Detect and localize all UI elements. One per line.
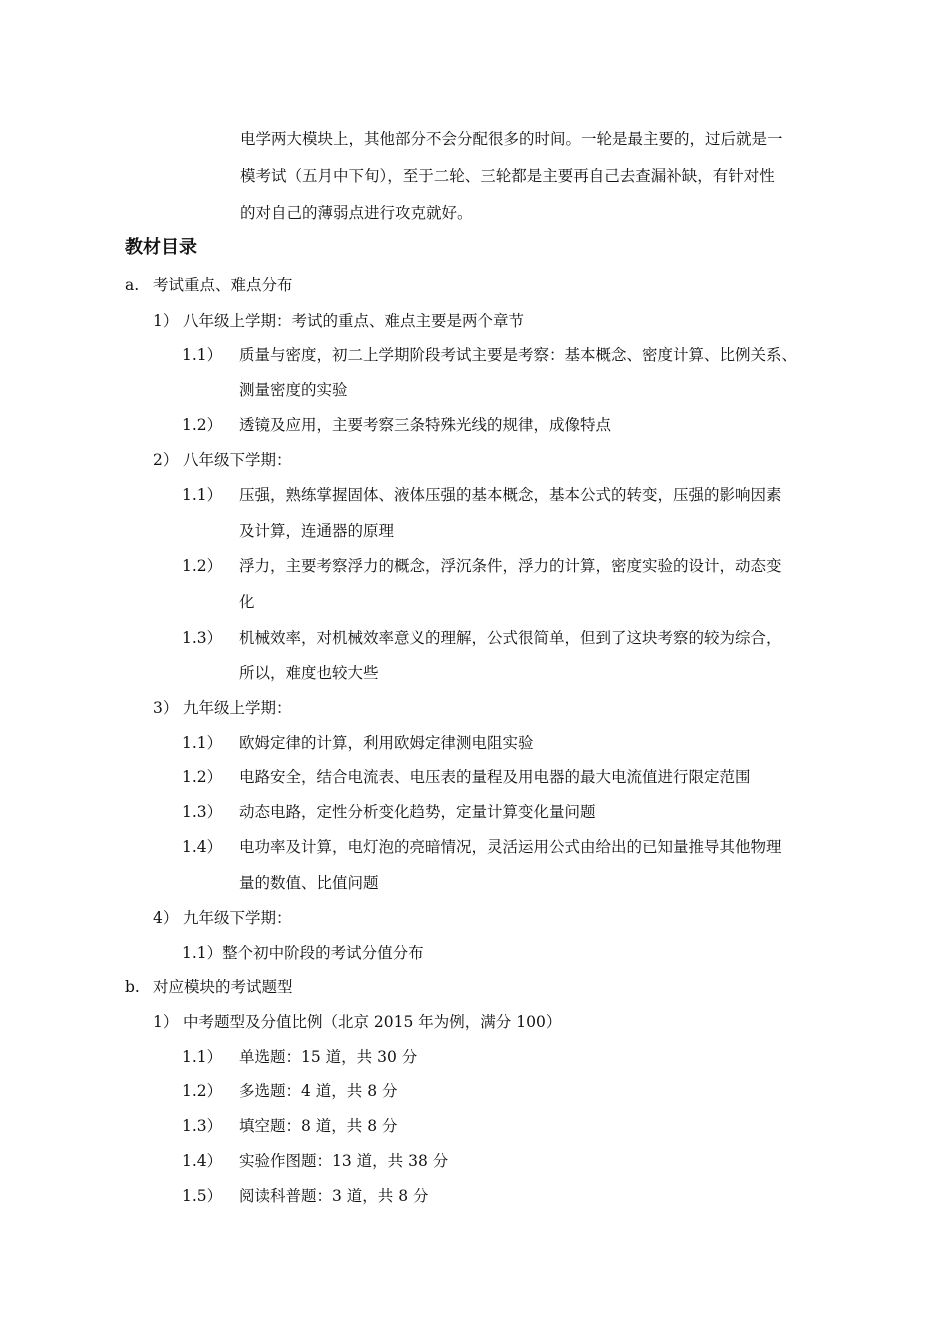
item-3-2 <box>182 767 751 787</box>
item-num: 1.4） <box>182 1152 223 1170</box>
item-2-2 <box>182 556 782 576</box>
group-1-heading <box>153 311 524 331</box>
item-text: 实验作图题：13 道，共 38 分 <box>239 1152 449 1170</box>
intro-line-2: 模考试（五月中下旬），至于二轮、三轮都是主要再自己去查漏补缺，有针对性 <box>240 167 775 185</box>
item-text: 电路安全，结合电流表、电压表的量程及用电器的最大电流值进行限定范围 <box>239 768 751 786</box>
group-1-title: 八年级上学期：考试的重点、难点主要是两个章节 <box>183 312 525 330</box>
item-4-1: 1.1）整个初中阶段的考试分值分布 <box>182 944 424 962</box>
item-text: 电功率及计算，电灯泡的亮暗情况，灵活运用公式由给出的已知量推导其他物理 <box>239 838 782 856</box>
item-num: 1.1） <box>182 486 223 504</box>
item-1-2 <box>182 415 611 435</box>
item-text: 欧姆定律的计算，利用欧姆定律测电阻实验 <box>239 734 534 752</box>
item-text: 单选题：15 道，共 30 分 <box>239 1048 418 1066</box>
section-a-num: a. <box>125 276 140 294</box>
item-text: 填空题：8 道，共 8 分 <box>239 1117 398 1135</box>
item-text: 浮力，主要考察浮力的概念，浮沉条件，浮力的计算，密度实验的设计，动态变 <box>239 557 782 575</box>
group-3-heading <box>153 698 292 718</box>
item-num: 1.2） <box>182 768 223 786</box>
item-1-1 <box>182 345 797 365</box>
item-num: 1.2） <box>182 557 223 575</box>
item-2-3 <box>182 628 782 648</box>
item-num: 1.5） <box>182 1187 223 1205</box>
item-num: 1.2） <box>182 416 223 434</box>
group-2-num: 2） <box>153 451 179 469</box>
item-text: 阅读科普题：3 道，共 8 分 <box>239 1187 429 1205</box>
group-4-title: 九年级下学期： <box>183 909 292 927</box>
item-3-4-cont: 量的数值、比值问题 <box>239 874 379 892</box>
group-3-num: 3） <box>153 699 179 717</box>
item-text: 透镜及应用，主要考察三条特殊光线的规律，成像特点 <box>239 416 612 434</box>
section-heading: 教材目录 <box>125 237 197 258</box>
item-b-4 <box>182 1151 448 1171</box>
item-num: 1.3） <box>182 1117 223 1135</box>
group-b1-num: 1） <box>153 1013 179 1031</box>
item-num: 1.3） <box>182 629 223 647</box>
item-2-1 <box>182 485 782 505</box>
item-num: 1.1） <box>182 734 223 752</box>
item-3-4 <box>182 837 782 857</box>
item-num: 1.4） <box>182 838 223 856</box>
group-4-num: 4） <box>153 909 179 927</box>
item-text: 压强，熟练掌握固体、液体压强的基本概念，基本公式的转变，压强的影响因素 <box>239 486 782 504</box>
item-b-1 <box>182 1047 417 1067</box>
group-1-num: 1） <box>153 312 179 330</box>
item-num: 1.2） <box>182 1082 223 1100</box>
section-a-title: 考试重点、难点分布 <box>153 276 293 294</box>
item-text: 多选题：4 道，共 8 分 <box>239 1082 398 1100</box>
item-3-1 <box>182 733 534 753</box>
group-3-title: 九年级上学期： <box>183 699 292 717</box>
item-3-3 <box>182 802 596 822</box>
group-2-title: 八年级下学期： <box>183 451 292 469</box>
group-b1-title: 中考题型及分值比例（北京 2015 年为例，满分 100） <box>183 1013 562 1031</box>
group-2-heading <box>153 450 292 470</box>
section-b-title: 对应模块的考试题型 <box>153 978 293 996</box>
item-2-2-cont: 化 <box>239 593 255 611</box>
item-2-3-cont: 所以，难度也较大些 <box>239 664 379 682</box>
item-text: 动态电路，定性分析变化趋势，定量计算变化量问题 <box>239 803 596 821</box>
item-num: 1.1） <box>182 1048 223 1066</box>
item-b-3 <box>182 1116 398 1136</box>
section-a <box>125 275 293 295</box>
item-b-2 <box>182 1081 398 1101</box>
item-1-1-cont: 测量密度的实验 <box>239 381 348 399</box>
section-b <box>125 977 293 997</box>
section-b-num: b. <box>125 978 140 996</box>
item-num: 1.1） <box>182 346 223 364</box>
group-b1-heading <box>153 1012 561 1032</box>
item-b-5 <box>182 1186 429 1206</box>
item-text: 机械效率，对机械效率意义的理解，公式很简单，但到了这块考察的较为综合， <box>239 629 782 647</box>
intro-line-3: 的对自己的薄弱点进行攻克就好。 <box>240 204 473 222</box>
item-num: 1.3） <box>182 803 223 821</box>
intro-line-1: 电学两大模块上，其他部分不会分配很多的时间。一轮是最主要的，过后就是一 <box>240 130 783 148</box>
item-text: 质量与密度，初二上学期阶段考试主要是考察：基本概念、密度计算、比例关系、 <box>239 346 798 364</box>
group-4-heading <box>153 908 292 928</box>
item-2-1-cont: 及计算，连通器的原理 <box>239 522 395 540</box>
